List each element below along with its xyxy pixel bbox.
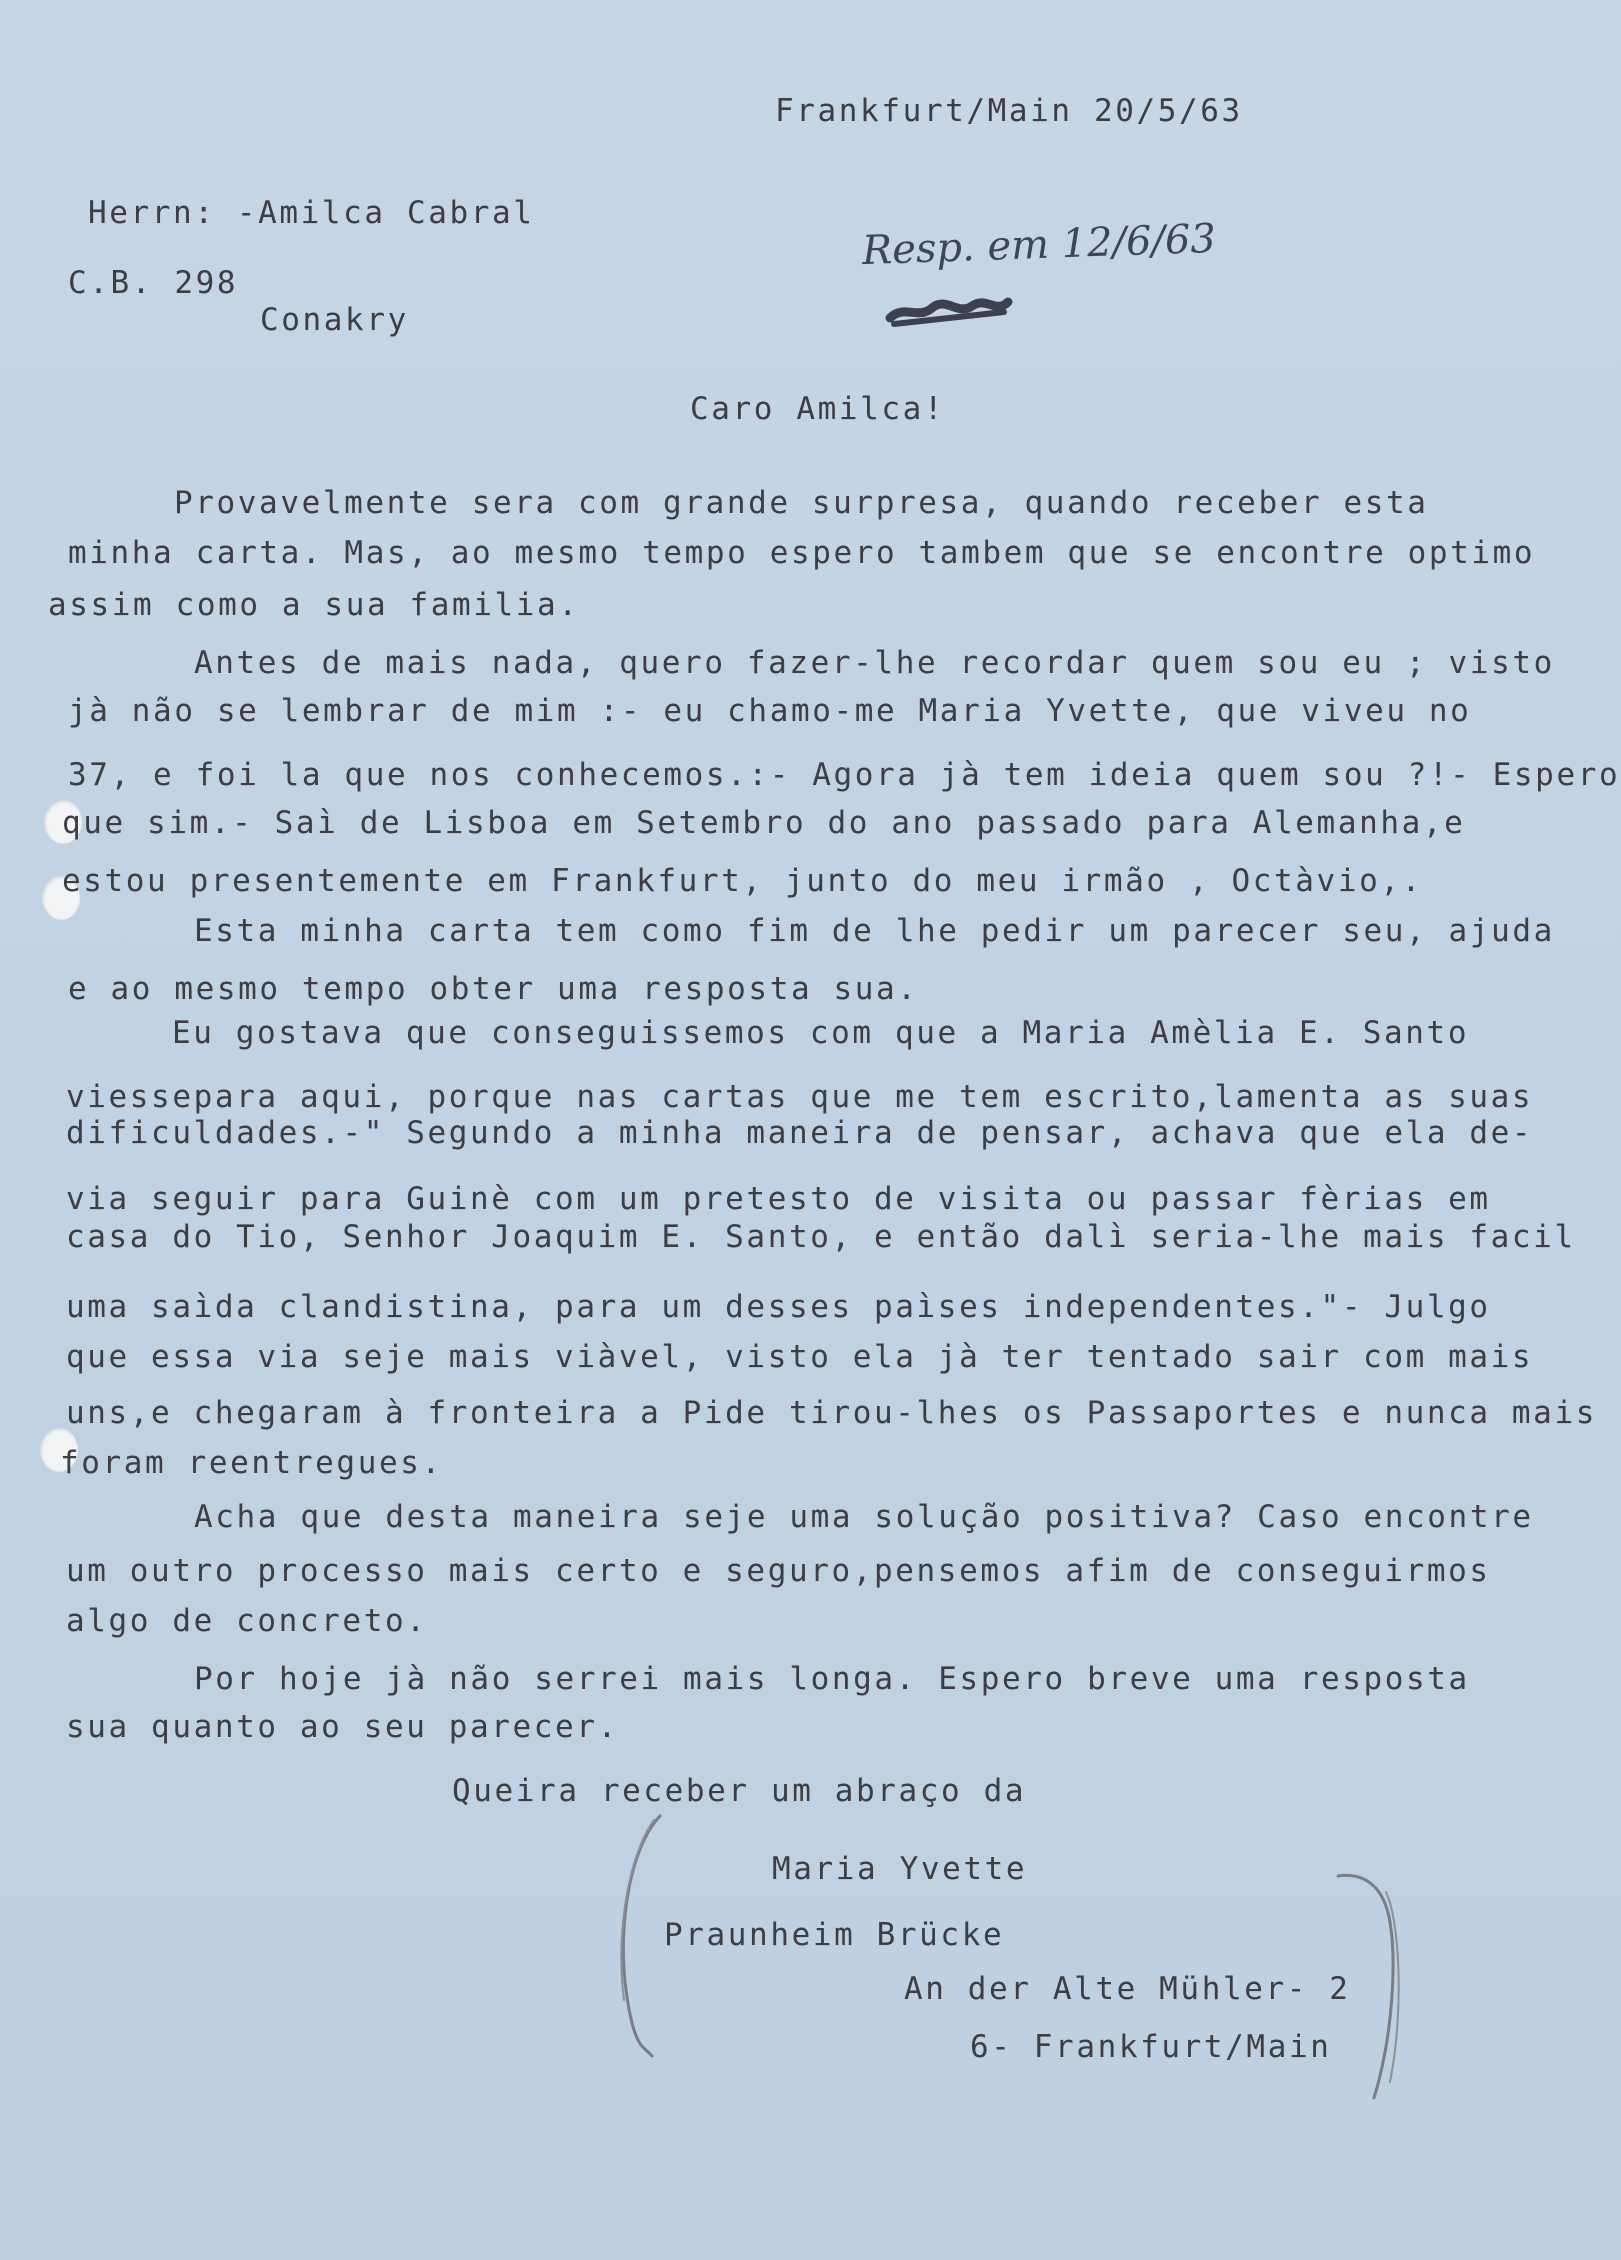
- body-line: Esta minha carta tem como fim de lhe pedir um parecer seu, ajuda: [194, 913, 1555, 949]
- body-line: Eu gostava que conseguissemos com que a Maria Amèlia E. Santo: [172, 1015, 1470, 1051]
- body-line: e ao mesmo tempo obter uma resposta sua.: [68, 971, 919, 1007]
- body-line: Acha que desta maneira seje uma solução positiva? Caso encontre: [194, 1499, 1534, 1535]
- body-line: jà não se lembrar de mim :- eu chamo-me Maria Yvette, que viveu no: [68, 693, 1472, 729]
- body-line: sua quanto ao seu parecer.: [66, 1709, 619, 1745]
- address-line: Praunheim Brücke: [664, 1917, 1005, 1953]
- body-line: algo de concreto.: [66, 1603, 428, 1639]
- date-line: Frankfurt/Main 20/5/63: [775, 93, 1243, 129]
- body-line: minha carta. Mas, ao mesmo tempo espero tambem que se encontre optimo: [68, 535, 1536, 571]
- closing-line: Queira receber um abraço da: [452, 1773, 1027, 1809]
- body-line: Provavelmente sera com grande surpresa, quando receber esta: [174, 485, 1429, 521]
- body-line: que essa via seje mais viàvel, visto ela jà ter tentado sair com mais: [66, 1339, 1534, 1375]
- city: Conakry: [260, 302, 409, 338]
- body-line: uma saìda clandistina, para um desses paìses independentes."- Julgo: [66, 1289, 1491, 1325]
- recipient-line: Herrn: -Amilca Cabral: [88, 195, 535, 231]
- body-line: assim como a sua familia.: [48, 587, 580, 623]
- signature-name: Maria Yvette: [772, 1851, 1028, 1887]
- scribble-mark-icon: [884, 286, 1014, 336]
- body-line: via seguir para Guinè com um pretesto de visita ou passar fèrias em: [66, 1181, 1491, 1217]
- address-line: An der Alte Mühler- 2: [904, 1971, 1351, 2007]
- salutation: Caro Amilca!: [690, 391, 946, 427]
- body-line: casa do Tio, Senhor Joaquim E. Santo, e então dalì seria-lhe mais facil: [66, 1219, 1576, 1255]
- body-line: 37, e foi la que nos conhecemos.:- Agora jà tem ideia quem sou ?!- Espero: [68, 757, 1621, 793]
- address-line: 6- Frankfurt/Main: [970, 2029, 1332, 2065]
- po-box: C.B. 298: [68, 265, 239, 301]
- body-line: foram reentregues.: [60, 1445, 443, 1481]
- body-line: um outro processo mais certo e seguro,pensemos afim de conseguirmos: [66, 1553, 1491, 1589]
- body-line: viessepara aqui, porque nas cartas que me tem escrito,lamenta as suas: [66, 1079, 1534, 1115]
- pencil-left-bracket: [608, 1810, 668, 2060]
- body-line: Antes de mais nada, quero fazer-lhe recordar quem sou eu ; visto: [194, 645, 1555, 681]
- body-line: uns,e chegaram à fronteira a Pide tirou-lhes os Passaportes e nunca mais: [66, 1395, 1597, 1431]
- body-line: Por hoje jà não serrei mais longa. Espero breve uma resposta: [194, 1661, 1470, 1697]
- body-line: estou presentemente em Frankfurt, junto do meu irmão , Octàvio,.: [62, 863, 1423, 899]
- handwritten-response-note: Resp. em 12/6/63: [861, 215, 1217, 275]
- body-line: dificuldades.-" Segundo a minha maneira de pensar, achava que ela de-: [66, 1115, 1534, 1151]
- body-line: que sim.- Saì de Lisboa em Setembro do ano passado para Alemanha,e: [62, 805, 1466, 841]
